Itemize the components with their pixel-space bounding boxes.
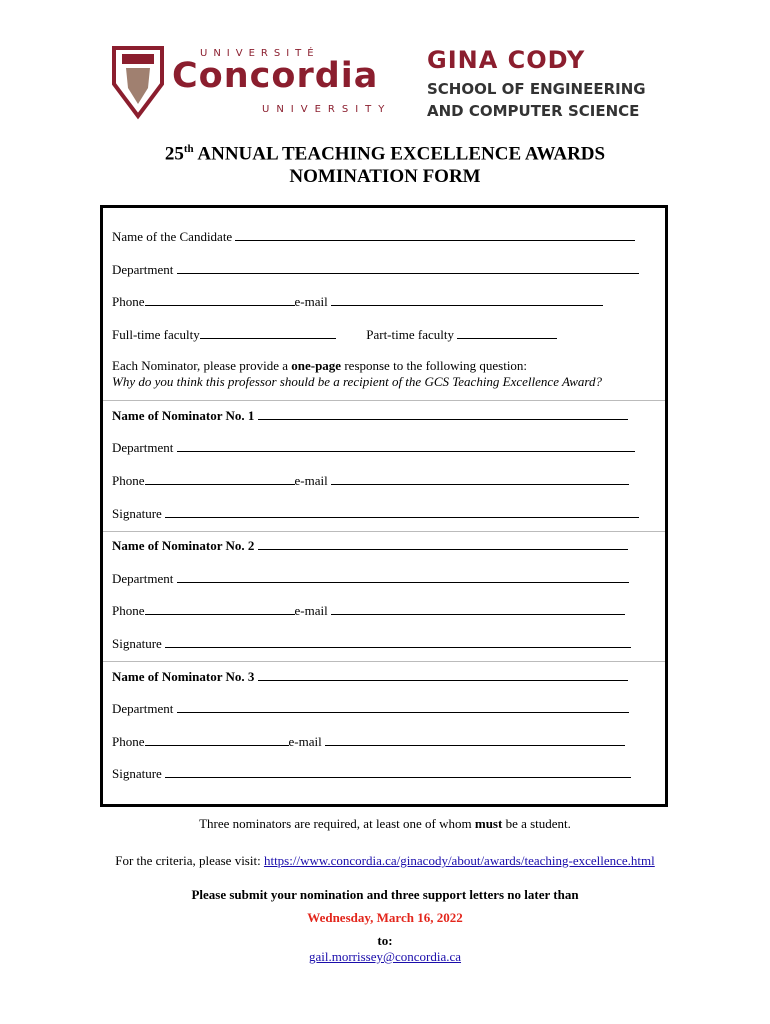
nominator2-department-row (112, 570, 629, 587)
nominator2-email-label: e-mail (294, 603, 328, 618)
form-title-line2: NOMINATION FORM (289, 166, 481, 187)
instructions-bold: one-page (291, 358, 342, 373)
criteria-link[interactable]: https://www.concordia.ca/ginacody/about/awards/teaching-excellence.html (263, 853, 655, 868)
requirement-after: be a student. (502, 816, 571, 831)
nominator3-phone-field[interactable] (145, 733, 289, 746)
nominator2-signature-label: Signature (112, 636, 162, 651)
candidate-department-label: Department (112, 262, 174, 277)
form-title-line1 (0, 143, 770, 165)
requirement-note (0, 816, 770, 832)
nominator3-email-field[interactable] (325, 733, 625, 746)
school-line3: AND COMPUTER SCIENCE (427, 102, 640, 120)
nominator1-name-row (112, 407, 628, 424)
parttime-label: Part-time faculty (366, 327, 454, 342)
nominator2-signature-field[interactable] (165, 635, 631, 648)
logo-university: UNIVERSITY (262, 104, 392, 115)
concordia-shield-icon (110, 44, 166, 120)
criteria-line (0, 853, 770, 869)
candidate-department-row (112, 261, 639, 278)
candidate-name-label: Name of the Candidate (112, 229, 233, 244)
parttime-field[interactable] (457, 326, 557, 339)
nominator1-name-label: Name of Nominator No. 1 (112, 408, 255, 423)
requirement-before: Three nominators are required, at least one of whom (199, 816, 475, 831)
candidate-name-field[interactable] (235, 228, 635, 241)
candidate-faculty-row (112, 326, 557, 343)
requirement-bold: must (474, 816, 503, 831)
nominator2-name-field[interactable] (258, 537, 628, 550)
nominator2-email-field[interactable] (331, 602, 625, 615)
candidate-department-field[interactable] (177, 261, 639, 274)
nominator1-contact-row (112, 472, 629, 489)
nominator1-email-label: e-mail (294, 473, 328, 488)
candidate-contact-row (112, 293, 603, 310)
nominator1-signature-label: Signature (112, 506, 162, 521)
nominator2-name-label: Name of Nominator No. 2 (112, 538, 255, 553)
nominator1-name-field[interactable] (258, 407, 628, 420)
nominator3-department-row (112, 700, 629, 717)
title-sup: th (183, 143, 194, 155)
logo-universite: UNIVERSITÉ (200, 48, 320, 59)
contact-email-link[interactable]: gail.morrissey@concordia.ca (308, 949, 462, 964)
fulltime-field[interactable] (200, 326, 336, 339)
nominator3-signature-row (112, 765, 631, 782)
contact-email-row (0, 949, 770, 965)
concordia-logo (110, 40, 400, 120)
nominator3-department-field[interactable] (177, 700, 629, 713)
nominator1-signature-field[interactable] (165, 505, 639, 518)
logo-concordia: Concordia (172, 56, 379, 96)
candidate-name-row (112, 228, 635, 245)
title-text: ANNUAL TEACHING EXCELLENCE AWARDS (193, 143, 606, 165)
nominator2-contact-row (112, 602, 625, 619)
nominator1-email-field[interactable] (331, 472, 629, 485)
section-divider (103, 531, 665, 532)
nominator3-signature-label: Signature (112, 766, 162, 781)
instructions-question: Why do you think this professor should be a recipient of the GCS Teaching Excellence Award? (112, 374, 602, 389)
school-name: GINA CODY (427, 46, 586, 74)
nominator2-name-row (112, 537, 628, 554)
deadline-date: Wednesday, March 16, 2022 (307, 910, 463, 925)
nominator2-phone-field[interactable] (145, 602, 295, 615)
nominator3-department-label: Department (112, 701, 174, 716)
nominator2-department-field[interactable] (177, 570, 629, 583)
nominator1-department-label: Department (112, 440, 174, 455)
section-divider (103, 400, 665, 401)
nominator3-email-label: e-mail (288, 734, 322, 749)
candidate-email-field[interactable] (331, 293, 603, 306)
nominator1-phone-field[interactable] (145, 472, 295, 485)
candidate-phone-label: Phone (112, 294, 145, 309)
submit-instruction: Please submit your nomination and three support letters no later than (191, 887, 579, 902)
nominator1-department-row (112, 439, 635, 456)
candidate-email-label: e-mail (294, 294, 328, 309)
nominator3-phone-label: Phone (112, 734, 145, 749)
nominator3-signature-field[interactable] (165, 765, 631, 778)
instructions-after: response to the following question: (341, 358, 528, 373)
section-divider (103, 661, 665, 662)
nominator1-phone-label: Phone (112, 473, 145, 488)
nominator2-phone-label: Phone (112, 603, 145, 618)
school-line2: SCHOOL OF ENGINEERING (427, 80, 646, 98)
gina-cody-logo (427, 46, 646, 122)
to-label: to: (377, 933, 393, 948)
nominator1-department-field[interactable] (177, 439, 635, 452)
title-number: 25 (164, 143, 184, 165)
nominator3-name-row (112, 668, 628, 685)
criteria-label: For the criteria, please visit: (115, 853, 264, 868)
instructions-before: Each Nominator, please provide a (112, 358, 292, 373)
nominator1-signature-row (112, 505, 639, 522)
nominator2-department-label: Department (112, 571, 174, 586)
nominator3-contact-row (112, 733, 625, 750)
candidate-phone-field[interactable] (145, 293, 295, 306)
nominator3-name-label: Name of Nominator No. 3 (112, 669, 255, 684)
fulltime-label: Full-time faculty (112, 327, 200, 342)
instructions-text (112, 358, 527, 374)
nominator2-signature-row (112, 635, 631, 652)
nominator3-name-field[interactable] (258, 668, 628, 681)
